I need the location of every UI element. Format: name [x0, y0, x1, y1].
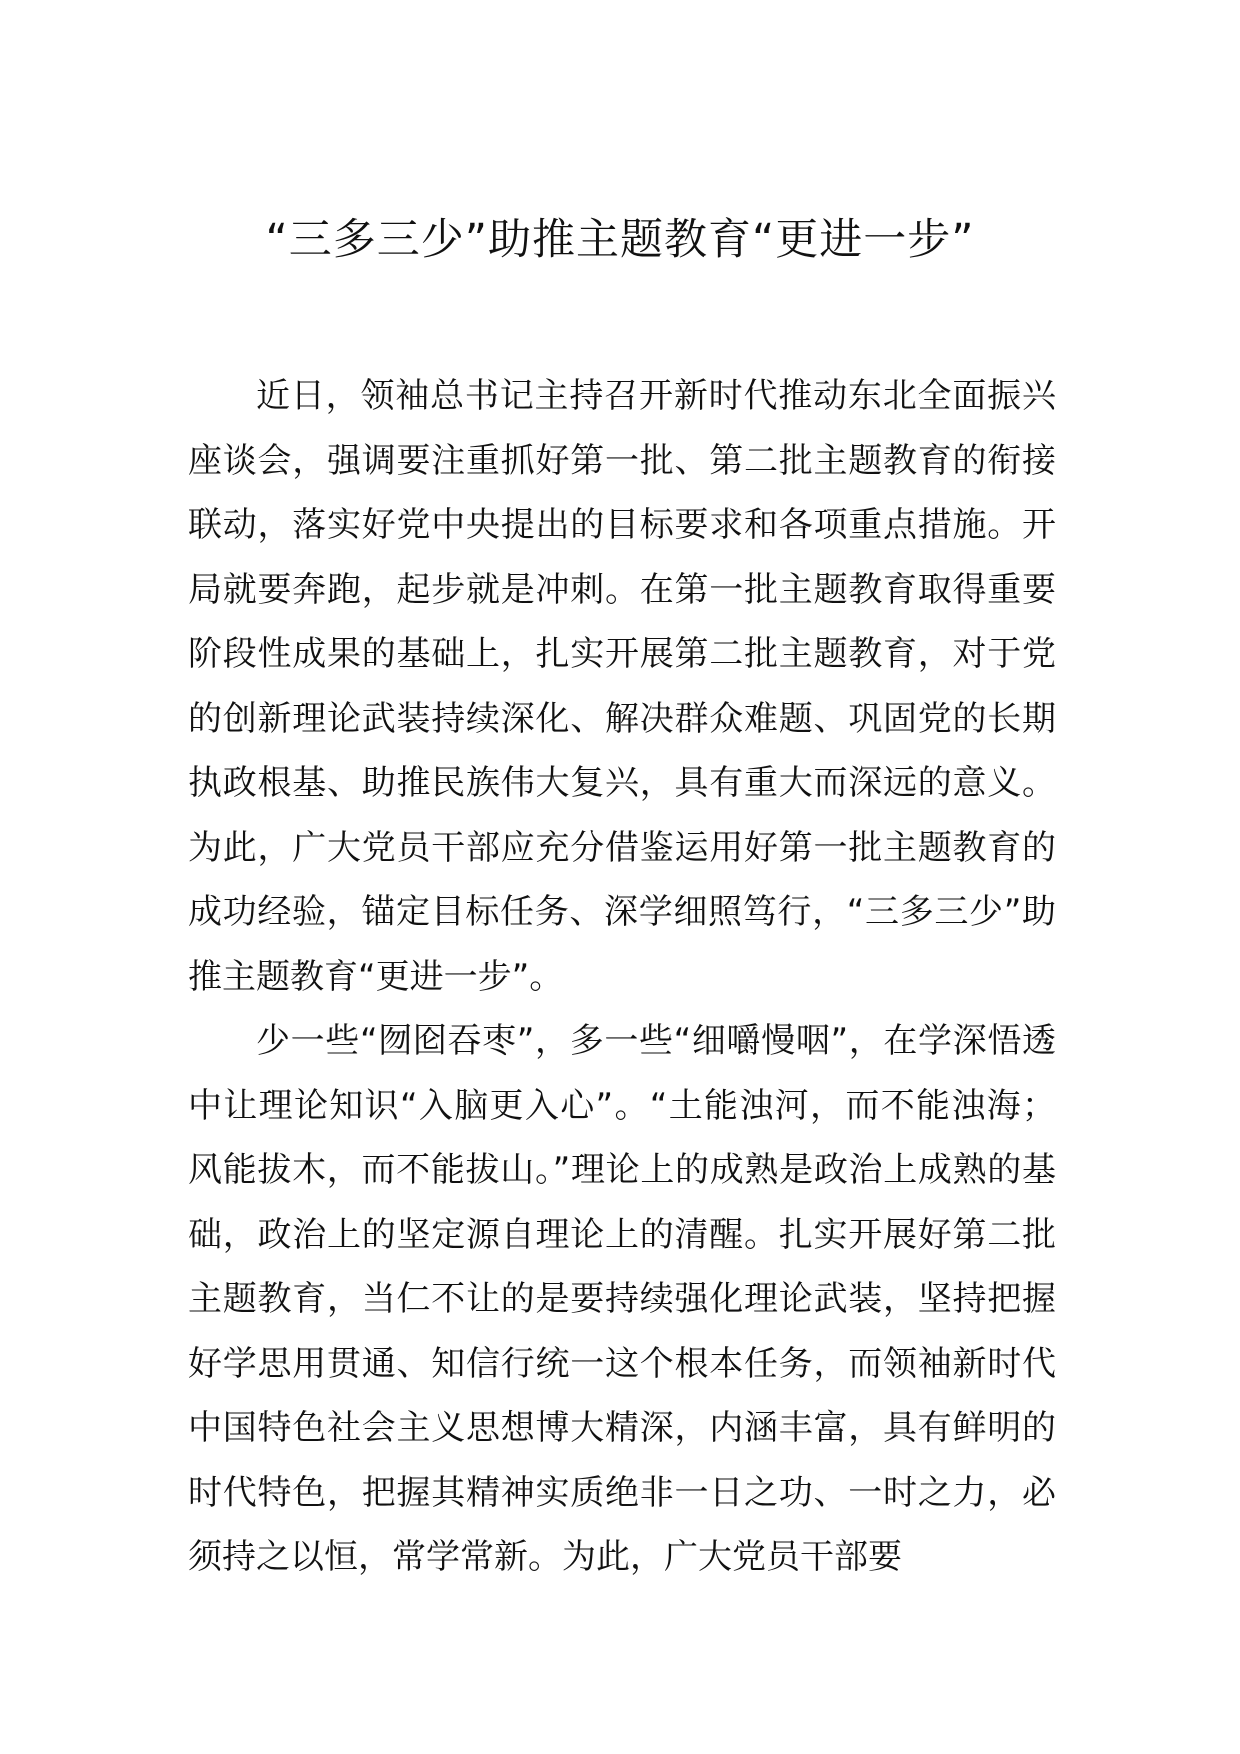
paragraph-1: 近日，领袖总书记主持召开新时代推动东北全面振兴座谈会，强调要注重抓好第一批、第二批主题教育的衔接联动，落实好党中央提出的目标要求和各项重点措施。开局就要奔跑，起步就是冲刺。在第一批主题教育取得重要阶段性成果的基础上，扎实开展第二批主题教育，对于党的创新理论武装持续深化、解决群众难题、巩固党的长期执政根基、助推民族伟大复兴，具有重大而深远的意义。为此，广大党员干部应充分借鉴运用好第一批主题教育的成功经验，锚定目标任务、深学细照笃行，“三多三少”助推主题教育“更进一步”。 [188, 376, 1056, 997]
document-title: “三多三少”助推主题教育“更进一步” [265, 215, 975, 265]
document-body [188, 364, 1056, 1590]
paragraph-2: 少一些“囫囵吞枣”，多一些“细嚼慢咽”，在学深悟透中让理论知识“入脑更入心”。“土能浊河，而不能浊海；风能拔木，而不能拔山。”理论上的成熟是政治上成熟的基础，政治上的坚定源自理论上的清醒。扎实开展好第二批主题教育，当仁不让的是要持续强化理论武装，坚持把握好学思用贯通、知信行统一这个根本任务，而领袖新时代中国特色社会主义思想博大精深，内涵丰富，具有鲜明的时代特色，把握其精神实质绝非一日之功、一时之力，必须持之以恒，常学常新。为此，广大党员干部要 [188, 1021, 1056, 1577]
